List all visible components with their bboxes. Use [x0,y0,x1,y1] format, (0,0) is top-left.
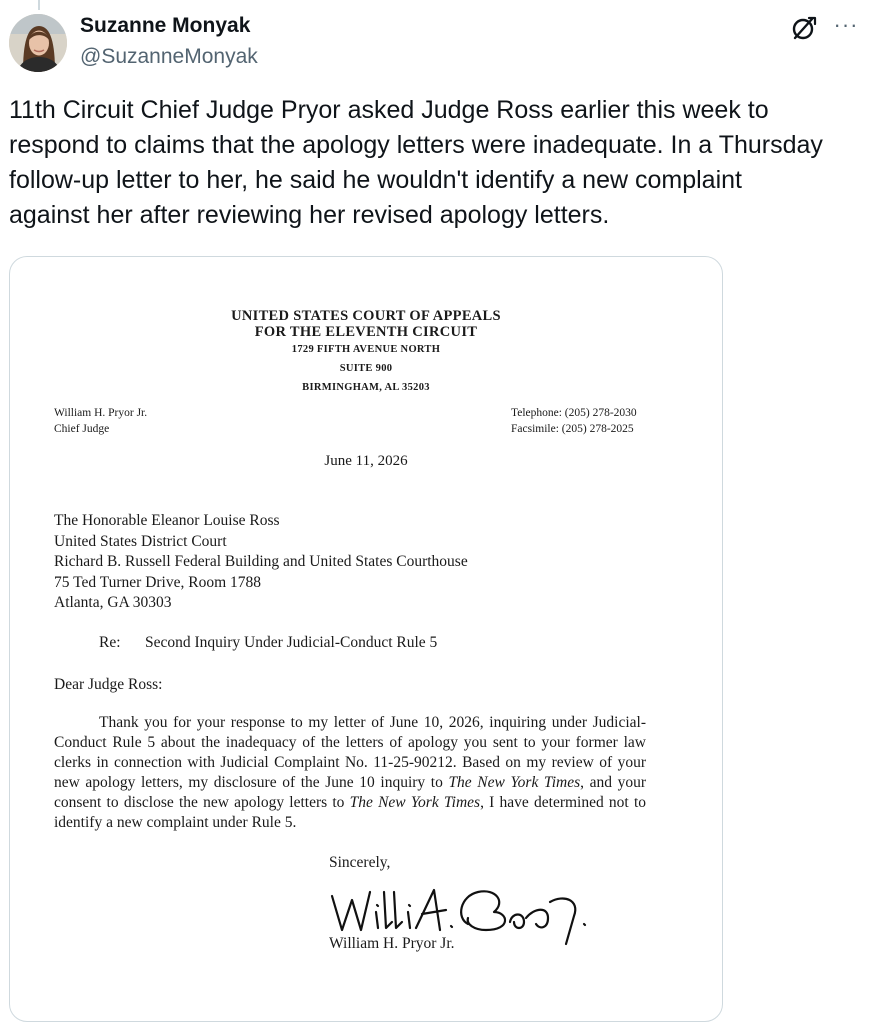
letter-address-line-1: 1729 FIFTH AVENUE NORTH [291,344,441,355]
letter-sender-name: William H. Pryor Jr. [54,407,148,419]
letter-court-line-2: FOR THE ELEVENTH CIRCUIT [254,324,478,340]
letter-document [10,257,722,1021]
letter-telephone: Telephone: (205) 278-2030 [511,407,637,419]
letter-recipient-line: Atlanta, GA 30303 [54,594,172,611]
letter-facsimile: Facsimile: (205) 278-2025 [511,423,634,435]
grok-slash-circle-icon[interactable] [790,14,818,42]
letter-recipient-line: 75 Ted Turner Drive, Room 1788 [54,573,262,591]
letter-address-line-3: BIRMINGHAM, AL 35203 [302,382,430,393]
letter-court-line-1: UNITED STATES COURT OF APPEALS [231,308,501,324]
author-handle[interactable]: @SuzanneMonyak [80,45,258,68]
tweet-text: 11th Circuit Chief Judge Pryor asked Judge Ross earlier this week to respond to claims that the apology letters were inadequate. In a Thursday follow-up letter to her, he said he wouldn't identify a new complaint against her after reviewing her revised apology letters. [9,96,823,229]
letter-re-label: Re: [99,634,121,651]
more-horizontal-icon[interactable]: ··· [833,12,859,37]
letter-recipient-line: The Honorable Eleanor Louise Ross [54,512,280,529]
letter-signature-name: William H. Pryor Jr. [329,935,455,952]
letter-recipient-line: Richard B. Russell Federal Building and United States Courthouse [54,553,468,570]
letter-salutation: Dear Judge Ross: [54,676,163,693]
tweet-media-image[interactable] [9,256,723,1022]
avatar-portrait-icon [9,14,67,72]
letter-address-line-2: SUITE 900 [339,363,393,374]
thread-connector-line [38,0,40,10]
author-name[interactable]: Suzanne Monyak [80,14,251,37]
letter-recipient-line: United States District Court [54,532,227,550]
letter-date: June 11, 2026 [324,453,408,469]
letter-body-paragraph: Thank you for your response to my letter of June 10, 2026, inquiring under Judicial-Conduct Rule 5 about the inadequacy of the letters of apology you sent to your former law clerks in connection with Judicial Complaint No. 11-25-90212. Based on my review of your new apology letters, my disclosure of the June 10 inquiry to The New York Times, and your consent to disclose the new apology letters to The New York Times, I have determined not to identify a new complaint under Rule 5. [54,714,647,831]
avatar[interactable] [9,14,67,72]
letter-re-subject: Second Inquiry Under Judicial-Conduct Rule 5 [145,634,438,651]
letter-sender-title: Chief Judge [54,423,110,435]
letter-closing: Sincerely, [329,854,391,871]
